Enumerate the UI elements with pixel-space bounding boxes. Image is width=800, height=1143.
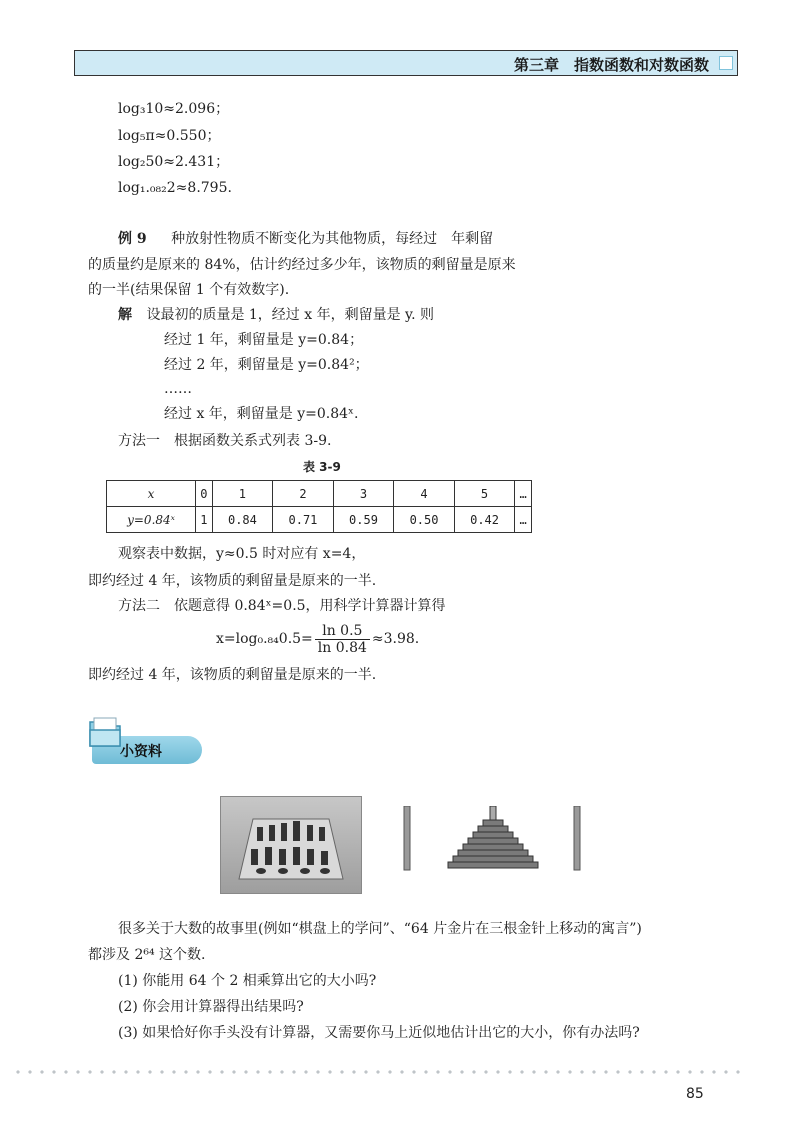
solution-step-1: 经过 1 年，剩留量是 y=0.84；: [164, 332, 364, 348]
table-cell: 1: [196, 507, 213, 533]
chess-pieces-icon: [221, 797, 361, 893]
fraction-numerator: ln 0.5: [315, 623, 370, 640]
peg-left-icon: [404, 806, 410, 870]
formula: [216, 622, 419, 656]
example-label: 例 9: [118, 231, 147, 247]
question-1: (1) 你能用 64 个 2 相乘算出它的大小吗?: [118, 973, 377, 989]
method-one: 方法一 根据函数关系式列表 3-9.: [118, 433, 332, 449]
formula-right: ≈3.98.: [371, 631, 420, 647]
solution-step-2: 经过 2 年，剩留量是 y=0.84²；: [164, 357, 369, 373]
table-cell: 0.84: [212, 507, 273, 533]
sidebar-label: 小资料: [120, 744, 162, 760]
info-line-1: 很多关于大数的故事里(例如“棋盘上的学问”、“64 片金片在三根金针上移动的寓言”): [118, 921, 642, 937]
solution-step-x: 经过 x 年，剩留量是 y=0.84ˣ.: [164, 406, 359, 422]
peg-right-icon: [574, 806, 580, 870]
observe-line-1: 观察表中数据，y≈0.5 时对应有 x=4，: [118, 546, 366, 562]
table-row: [107, 481, 532, 507]
log-line-4: log₁.₀₈₂2≈8.795.: [118, 180, 232, 196]
formula-fraction: [315, 623, 370, 656]
example-line-1: [118, 230, 493, 248]
solution-intro-line: [118, 306, 434, 324]
table-cell: 5: [454, 481, 515, 507]
table-cell: y=0.84ˣ: [107, 507, 196, 533]
table-cell: 0: [196, 481, 213, 507]
table-cell: …: [515, 507, 532, 533]
info-line-2: 都涉及 2⁶⁴ 这个数.: [88, 947, 206, 963]
solution-intro: 设最初的质量是 1，经过 x 年，剩留量是 y. 则: [146, 307, 435, 323]
tower-of-hanoi-image: [398, 806, 588, 874]
table-cell: 3: [333, 481, 394, 507]
log-line-1: log₃10≈2.096；: [118, 101, 230, 117]
table-cell: x: [107, 481, 196, 507]
table-caption: 表 3-9: [303, 460, 341, 474]
table-row: [107, 507, 532, 533]
header-square-icon: [719, 56, 733, 70]
data-table: [106, 480, 532, 533]
table-cell: …: [515, 481, 532, 507]
disk-stack-icon: [448, 806, 538, 868]
chessboard-image: [220, 796, 362, 894]
page-number: 85: [686, 1086, 704, 1102]
folder-icon: [86, 712, 126, 752]
formula-left: x=log₀.₈₄0.5=: [216, 631, 313, 647]
question-3: (3) 如果恰好你手头没有计算器，又需要你马上近似地估计出它的大小，你有办法吗?: [118, 1025, 640, 1041]
observe-line-2: 即约经过 4 年，该物质的剩留量是原来的一半.: [88, 573, 377, 589]
solution-label: 解: [118, 307, 132, 323]
example-line-2: 的质量约是原来的 84%，估计约经过多少年，该物质的剩留量是原来: [88, 257, 516, 273]
log-line-2: log₅π≈0.550；: [118, 128, 221, 144]
table-cell: 2: [273, 481, 334, 507]
question-2: (2) 你会用计算器得出结果吗?: [118, 999, 304, 1015]
table-cell: 4: [394, 481, 455, 507]
table-cell: 0.42: [454, 507, 515, 533]
dotted-divider: [12, 1070, 742, 1074]
chapter-header: [74, 50, 738, 76]
table-cell: 0.71: [273, 507, 334, 533]
method-two: 方法二 依题意得 0.84ˣ=0.5，用科学计算器计算得: [118, 598, 446, 614]
log-line-3: log₂50≈2.431；: [118, 154, 230, 170]
chapter-title: 第三章 指数函数和对数函数: [513, 56, 709, 74]
example-text-1: 种放射性物质不断变化为其他物质，每经过 年剩留: [171, 231, 494, 247]
example-line-3: 的一半(结果保留 1 个有效数字).: [88, 282, 290, 298]
table-cell: 0.50: [394, 507, 455, 533]
solution-ellipsis: ……: [164, 381, 192, 397]
method-two-conclusion: 即约经过 4 年，该物质的剩留量是原来的一半.: [88, 667, 377, 683]
table-cell: 0.59: [333, 507, 394, 533]
table-cell: 1: [212, 481, 273, 507]
fraction-denominator: ln 0.84: [317, 639, 367, 656]
